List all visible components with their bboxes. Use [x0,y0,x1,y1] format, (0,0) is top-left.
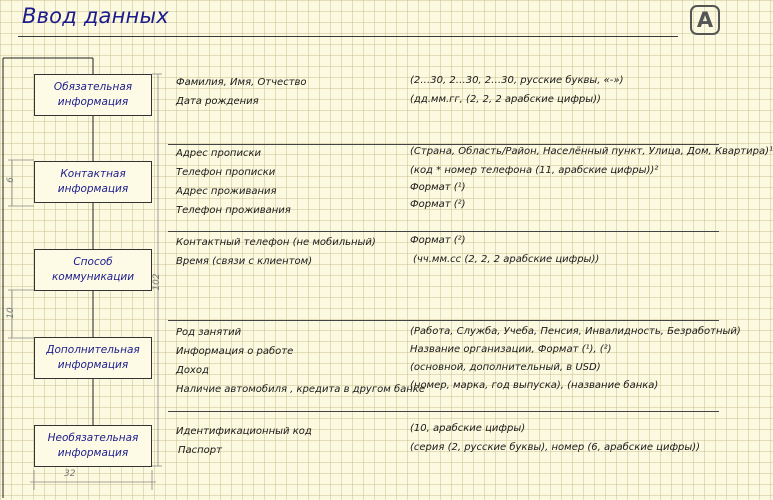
dimension-label-6: 6 [6,177,16,183]
field-format: Формат (²) [410,235,466,246]
field-label: Информация о работе [176,346,294,357]
logo-icon: A [690,5,720,35]
box-mandatory-info: Обязательная информация [34,74,152,116]
field-label: Телефон прописки [176,167,276,178]
field-label: Идентификационный код [176,426,312,437]
field-format: (код * номер телефона (11, арабские цифры))² [410,165,659,176]
field-label: Доход [176,365,209,376]
field-format: (Страна, Область/Район, Населённый пункт, Улица, Дом, Квартира)¹ [410,146,773,157]
field-label: Адрес проживания [176,186,277,197]
section-divider [168,411,719,412]
dimension-label-32: 32 [64,469,76,479]
field-label: Фамилия, Имя, Отчество [176,77,307,88]
field-label: Дата рождения [176,96,259,107]
field-format: (10, арабские цифры) [410,423,526,434]
field-format: Формат (¹) [410,182,466,193]
box-contact-info: Контактная информация [34,161,152,203]
box-communication-method: Способ коммуникации [34,249,152,291]
dimension-label-102: 102 [152,273,162,291]
field-format: (2…30, 2…30, 2…30, русские буквы, «-») [410,75,624,86]
field-label: Род занятий [176,327,242,338]
section-divider [168,144,719,145]
field-format: (чч.мм.сс (2, 2, 2 арабские цифры)) [413,254,600,265]
field-format: (основной, дополнительный, в USD) [410,362,601,373]
field-format: (серия (2, русские буквы), номер (6, арабские цифры)) [410,442,701,453]
field-label: Время (связи с клиентом) [176,256,313,267]
box-additional-info: Дополнительная информация [34,337,152,379]
field-label: Адрес прописки [176,148,262,159]
field-label: Телефон проживания [176,205,291,216]
page-title: Ввод данных [22,4,169,28]
section-divider [168,231,719,232]
field-format: Формат (²) [410,199,466,210]
dimension-label-10: 10 [6,307,16,319]
box-optional-info: Необязательная информация [34,425,152,467]
section-divider [168,320,719,321]
field-format: Название организации, Формат (¹), (²) [410,344,612,355]
field-format: (Работа, Служба, Учеба, Пенсия, Инвалидность, Безработный) [410,326,741,337]
field-label: Контактный телефон (не мобильный) [176,237,376,248]
field-label: Наличие автомобиля , кредита в другом банке [176,384,425,395]
field-format: (номер, марка, год выпуска), (название банка) [410,380,659,391]
field-format: (дд.мм.гг, (2, 2, 2 арабские цифры)) [410,94,601,105]
field-label: Паспорт [178,445,222,456]
